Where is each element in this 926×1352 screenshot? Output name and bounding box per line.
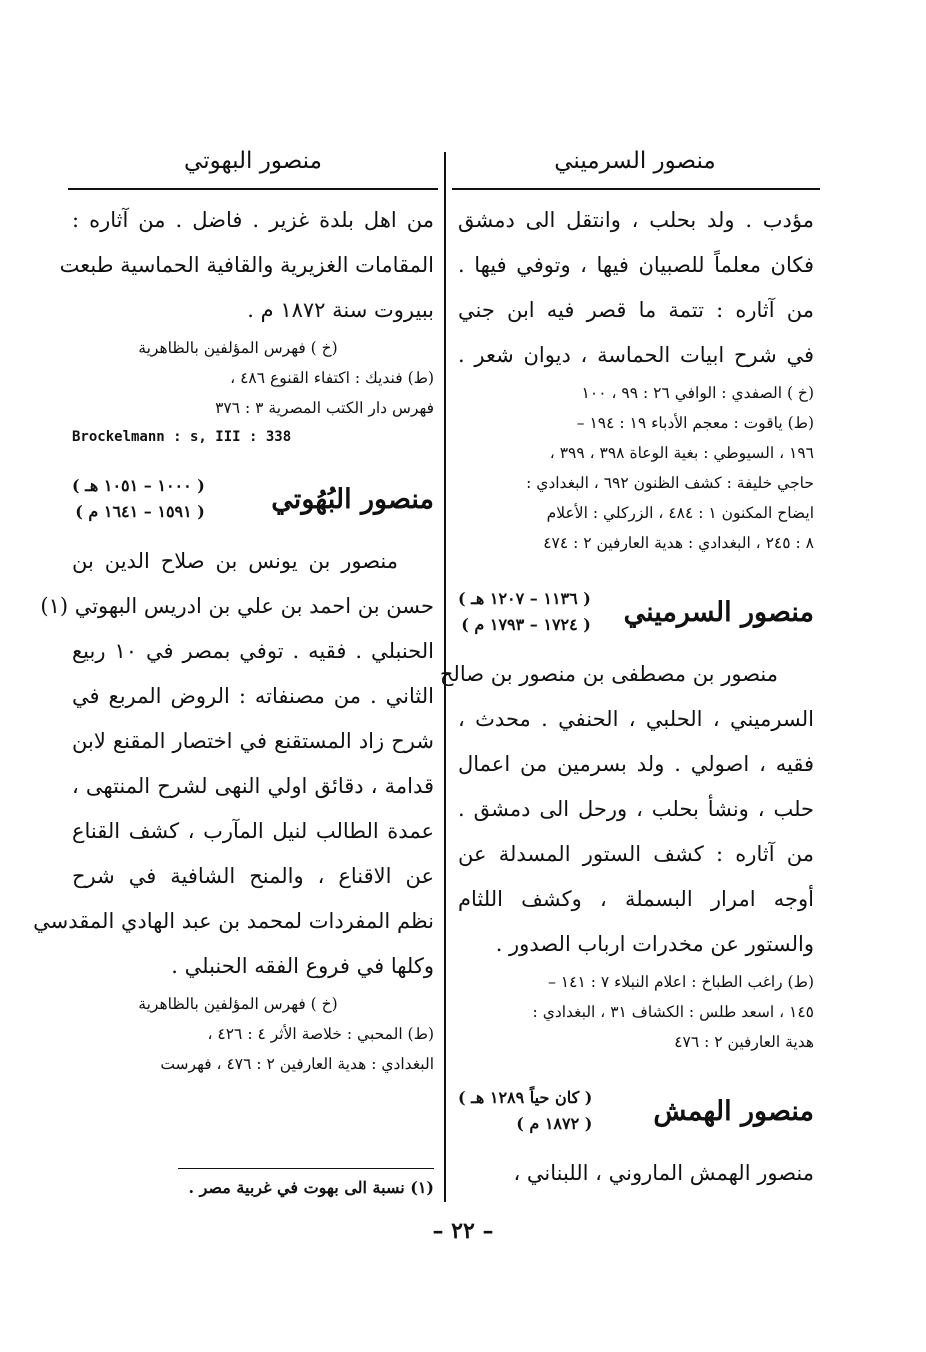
left-continuation-refs bbox=[72, 333, 434, 423]
dates-gregorian: ( ١٥٩١ – ١٦٤١ م ) bbox=[75, 502, 205, 521]
header-rule-right bbox=[452, 188, 820, 190]
entry-body-bahuti bbox=[33, 539, 435, 989]
entry-refs-bahuti bbox=[72, 989, 434, 1079]
text-line: من اهل بلدة غزير . فاضل . من آثاره : bbox=[72, 208, 434, 232]
reference-line: (ط) ياقوت : معجم الأدباء ١٩ : ١٩٤ – bbox=[576, 414, 814, 432]
entry-title: منصور البُهُوتي bbox=[271, 483, 434, 515]
entry-heading-bahuti bbox=[72, 473, 434, 525]
text-line: وكلها في فروع الفقه الحنبلي . bbox=[171, 954, 434, 978]
reference-line: ١٩٦ ، السيوطي : بغية الوعاة ٣٩٨ ، ٣٩٩ ، bbox=[549, 444, 814, 462]
dates-hijri: ( ١٠٠٠ – ١٠٥١ هـ ) bbox=[72, 476, 205, 495]
right-continuation-text bbox=[458, 198, 814, 378]
dates-gregorian: ( ١٧٢٤ – ١٧٩٣ م ) bbox=[461, 615, 591, 634]
running-header-left: منصور البهوتي bbox=[184, 148, 322, 174]
text-line: حلب ، ونشأ بحلب ، ورحل الى دمشق . bbox=[458, 797, 814, 821]
entry-refs-sarmini bbox=[458, 967, 814, 1057]
right-continuation-refs bbox=[458, 378, 814, 558]
text-line: منصور بن يونس بن صلاح الدين بن bbox=[72, 549, 398, 573]
text-line: عمدة الطالب لنيل المآرب ، كشف القناع bbox=[72, 819, 434, 843]
text-line: ببيروت سنة ١٨٧٢ م . bbox=[247, 298, 434, 322]
reference-line: (ط) راغب الطباخ : اعلام النبلاء ٧ : ١٤١ – bbox=[548, 973, 814, 991]
text-line: شرح زاد المستقنع في اختصار المقنع لابن bbox=[72, 729, 434, 753]
reference-line: (خ ) فهرس المؤلفين بالظاهرية bbox=[138, 339, 338, 357]
reference-line: (ط) فنديك : اكتفاء القنوع ٤٨٦ ، bbox=[230, 369, 434, 387]
text-line: في شرح ابيات الحماسة ، ديوان شعر . bbox=[458, 343, 814, 367]
text-line: عن الاقناع ، والمنح الشافية في شرح bbox=[72, 864, 434, 888]
text-line: المقامات الغزيرية والقافية الحماسية طبعت bbox=[59, 253, 434, 277]
reference-line: (خ ) فهرس المؤلفين بالظاهرية bbox=[138, 995, 338, 1013]
text-line: فقيه ، اصولي . ولد بسرمين من اعمال bbox=[458, 752, 814, 776]
reference-line: (خ ) الصفدي : الوافي ٢٦ : ٩٩ ، ١٠٠ bbox=[581, 384, 814, 402]
page-number: – ٢٢ – bbox=[432, 1218, 494, 1244]
reference-line: (ط) المحبي : خلاصة الأثر ٤ : ٤٢٦ ، bbox=[207, 1025, 434, 1043]
left-column bbox=[33, 198, 435, 1079]
text-line: نظم المفردات لمحمد بن عبد الهادي المقدسي bbox=[33, 909, 434, 933]
text-line: السرميني ، الحلبي ، الحنفي . محدث ، bbox=[458, 707, 814, 731]
latin-reference: Brockelmann : s, III : 338 bbox=[72, 429, 292, 445]
reference-line: البغدادي : هدية العارفين ٢ : ٤٧٦ ، فهرست bbox=[160, 1055, 434, 1073]
text-line: منصور الهمش الماروني ، اللبناني ، bbox=[513, 1161, 814, 1185]
reference-line: ١٤٥ ، اسعد طلس : الكشاف ٣١ ، البغدادي : bbox=[532, 1003, 814, 1021]
reference-line: ايضاح المكنون ١ : ٤٨٤ ، الزركلي : الأعلام bbox=[546, 504, 814, 522]
entry-dates bbox=[458, 586, 591, 638]
right-column bbox=[439, 198, 814, 1196]
entry-dates bbox=[458, 1085, 592, 1137]
entry-body-hamsh bbox=[458, 1151, 814, 1196]
text-line: الحنبلي . فقيه . توفي بمصر في ١٠ ربيع bbox=[72, 639, 434, 663]
reference-line: ٨ : ٢٤٥ ، البغدادي : هدية العارفين ٢ : ٤٧٤ bbox=[543, 534, 814, 552]
entry-body-sarmini bbox=[439, 652, 814, 967]
text-line: الثاني . من مصنفاته : الروض المربع في bbox=[72, 684, 434, 708]
header-rule-left bbox=[68, 188, 438, 190]
text-line: قدامة ، دقائق اولي النهى لشرح المنتهى ، bbox=[72, 774, 435, 798]
reference-line: هدية العارفين ٢ : ٤٧٦ bbox=[674, 1033, 814, 1051]
running-header-right: منصور السرميني bbox=[554, 148, 716, 174]
entry-dates bbox=[72, 473, 205, 525]
entry-title: منصور الهمش bbox=[653, 1095, 814, 1127]
footnote: (١) نسبة الى بهوت في غربية مصر . bbox=[188, 1178, 434, 1197]
reference-line: فهرس دار الكتب المصرية ٣ : ٣٧٦ bbox=[215, 399, 434, 417]
text-line: مؤدب . ولد بحلب ، وانتقل الى دمشق bbox=[458, 208, 814, 232]
dates-gregorian: ( ١٨٧٢ م ) bbox=[516, 1114, 593, 1133]
footnote-rule bbox=[178, 1168, 434, 1169]
text-line: فكان معلماً للصبيان فيها ، وتوفي فيها . bbox=[458, 253, 814, 277]
entry-heading-hamsh bbox=[458, 1085, 814, 1137]
dates-hijri: ( كان حياً ١٢٨٩ هـ ) bbox=[458, 1088, 593, 1107]
text-line: منصور بن مصطفى بن منصور بن صالح bbox=[439, 662, 778, 686]
reference-line: حاجي خليفة : كشف الظنون ٦٩٢ ، البغدادي : bbox=[526, 474, 814, 492]
dates-hijri: ( ١١٣٦ – ١٢٠٧ هـ ) bbox=[458, 589, 591, 608]
text-line: من آثاره : كشف الستور المسدلة عن bbox=[458, 842, 814, 866]
text-line: أوجه امرار البسملة ، وكشف اللثام bbox=[458, 887, 814, 911]
text-line: من آثاره : تتمة ما قصر فيه ابن جني bbox=[458, 298, 814, 322]
entry-title: منصور السرميني bbox=[623, 596, 814, 628]
text-line: والستور عن مخدرات ارباب الصدور . bbox=[495, 932, 814, 956]
entry-heading-sarmini bbox=[458, 586, 814, 638]
left-continuation-text bbox=[59, 198, 434, 333]
text-line: حسن بن احمد بن علي بن ادريس البهوتي (١) bbox=[40, 594, 434, 618]
